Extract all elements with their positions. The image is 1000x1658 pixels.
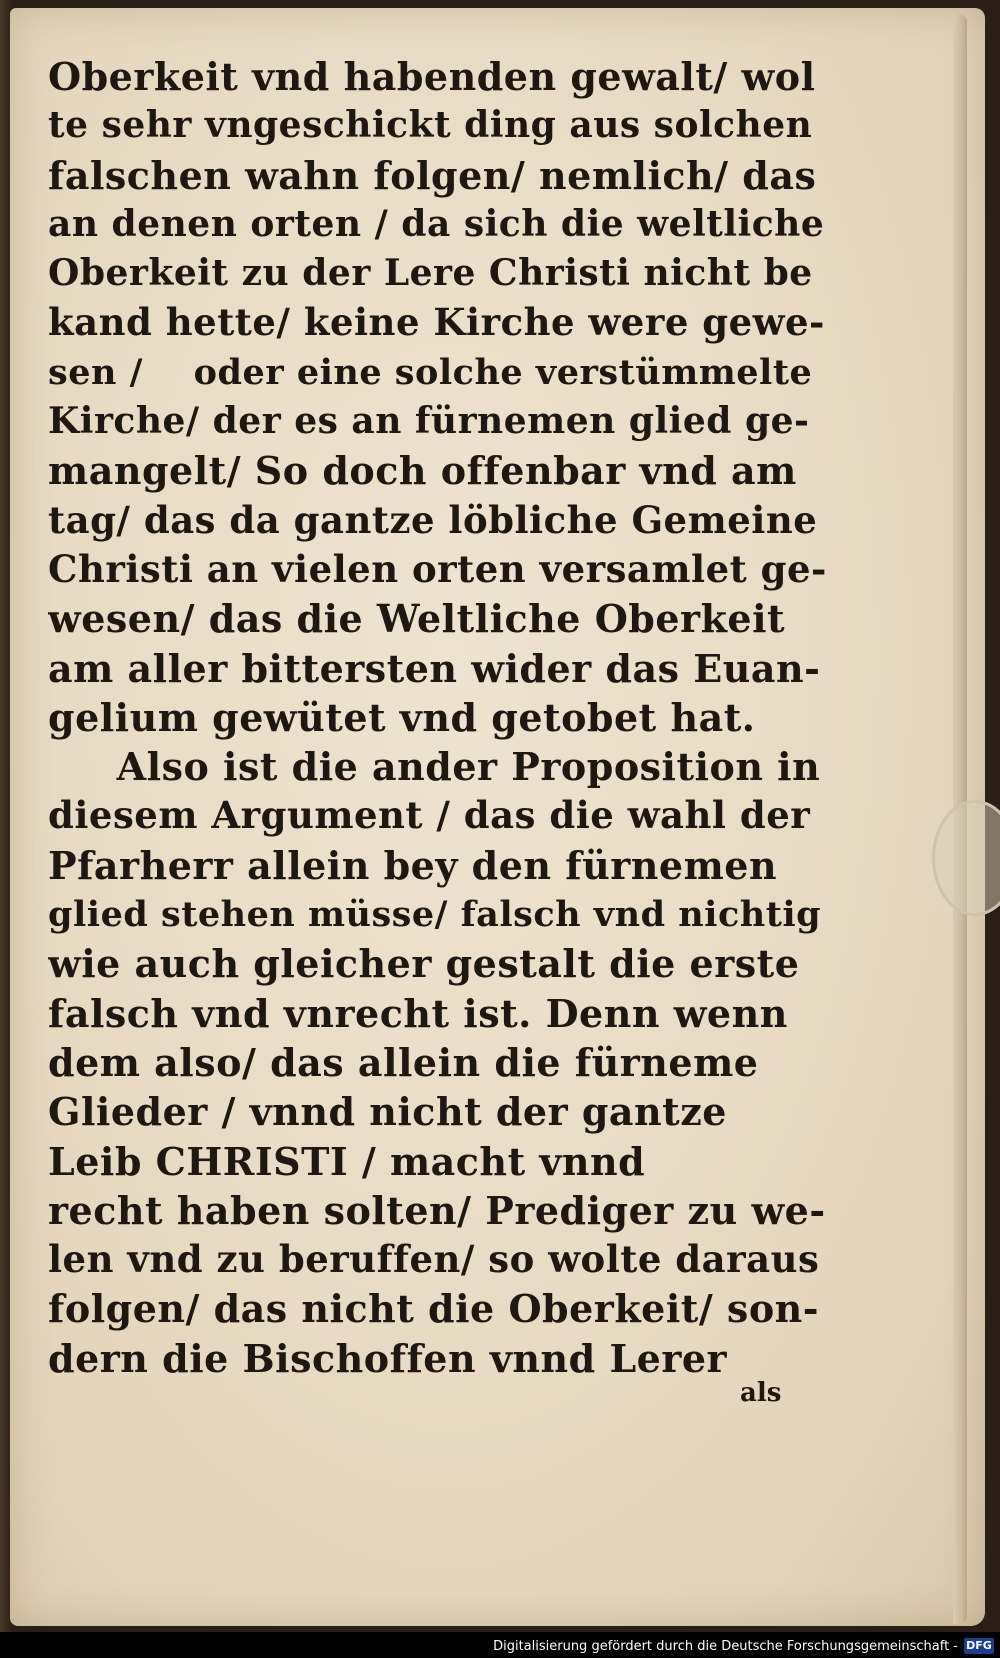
text-line: am aller bittersten wider das Euan- [48, 645, 821, 691]
text-line: falsch vnd vnrecht ist. Denn wenn [48, 990, 788, 1036]
text-line: kand hette/ keine Kirche were gewe- [48, 300, 825, 345]
text-line: glied stehen müsse/ falsch vnd nichtig [48, 894, 822, 936]
dfg-logo-icon: DFG [964, 1638, 994, 1654]
footer-credit: Digitalisierung gefördert durch die Deutsche Forschungsgemeinschaft - [493, 1639, 958, 1654]
text-line: recht haben solten/ Prediger zu we- [48, 1187, 826, 1233]
text-line: wesen/ das die Weltliche Oberkeit [48, 596, 786, 642]
text-line: Oberkeit vnd habenden gewalt/ wol [48, 54, 816, 99]
text-line: Christi an vielen orten versamlet ge- [48, 546, 827, 591]
text-line: dern die Bischoffen vnnd Lerer [48, 1335, 728, 1381]
text-line: tag/ das da gantze löbliche Gemeine [48, 497, 818, 542]
text-line: Leib CHRISTI / macht vnnd [48, 1138, 646, 1184]
book-page [10, 8, 985, 1626]
text-line: Oberkeit zu der Lere Christi nicht be [48, 252, 813, 295]
catchword: als [740, 1378, 782, 1408]
text-line: dem also/ das allein die fürneme [48, 1039, 759, 1085]
text-line: len vnd zu beruffen/ so wolte daraus [48, 1237, 820, 1282]
text-line: sen / oder eine solche verstümmelte [48, 351, 813, 393]
text-line: diesem Argument / das die wahl der [48, 793, 811, 838]
text-line: Kirche/ der es an fürnemen glied ge- [48, 400, 810, 443]
page-text [48, 52, 828, 1383]
text-line: gelium gewütet vnd getobet hat. [48, 694, 756, 740]
text-line: an denen orten / da sich die weltliche [48, 202, 825, 245]
text-line: folgen/ das nicht die Oberkeit/ son- [48, 1286, 820, 1332]
text-line: mangelt/ So doch offenbar vnd am [48, 448, 797, 494]
text-line: wie auch gleicher gestalt die erste [48, 941, 800, 987]
text-line: te sehr vngeschickt ding aus solchen [48, 104, 813, 147]
text-line: Pfarherr allein bey den fürnemen [48, 842, 778, 888]
footer-bar [0, 1632, 1000, 1658]
text-line: Also ist die ander Proposition in [48, 744, 821, 790]
text-line: falschen wahn folgen/ nemlich/ das [48, 152, 817, 198]
text-line: Glieder / vnnd nicht der gantze [48, 1089, 727, 1135]
